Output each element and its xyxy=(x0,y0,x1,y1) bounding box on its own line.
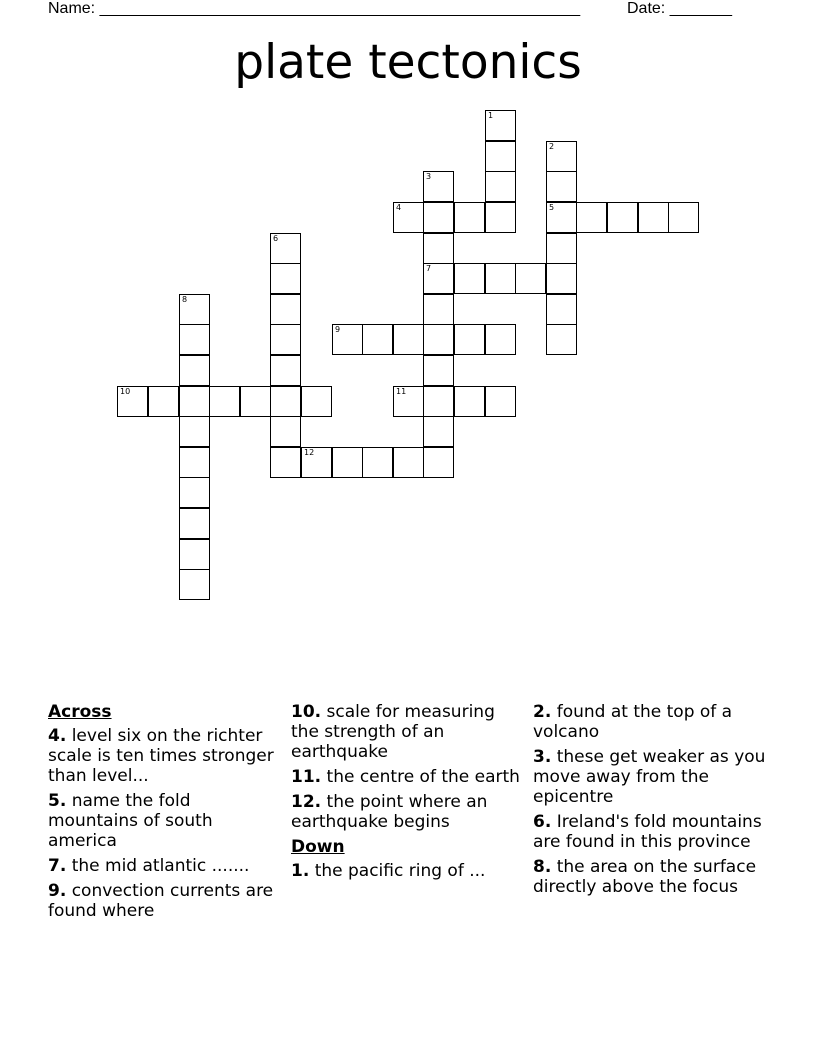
clue-number-label: 1 xyxy=(488,111,494,120)
crossword-cell[interactable] xyxy=(393,324,424,355)
crossword-cell[interactable] xyxy=(179,355,210,386)
crossword-cell[interactable] xyxy=(485,263,516,294)
crossword-cell[interactable] xyxy=(332,447,363,478)
crossword-cell[interactable] xyxy=(454,386,485,417)
clue-number-label: 9 xyxy=(335,325,341,334)
crossword-cell[interactable] xyxy=(546,263,577,294)
crossword-cell[interactable] xyxy=(179,416,210,447)
crossword-cell[interactable] xyxy=(270,447,301,478)
crossword-cell[interactable] xyxy=(485,171,516,202)
crossword-cell[interactable] xyxy=(546,324,577,355)
crossword-cell[interactable] xyxy=(454,263,485,294)
clue-number: 7. xyxy=(48,856,67,876)
clue-number: 1. xyxy=(291,861,310,881)
clue-number: 6. xyxy=(533,812,552,832)
clue-down-8 xyxy=(533,857,773,897)
clue-text: convection currents are found where xyxy=(48,881,274,921)
crossword-cell[interactable] xyxy=(148,386,179,417)
clue-number: 10. xyxy=(291,702,322,722)
clue-number: 5. xyxy=(48,791,67,811)
clue-number: 3. xyxy=(533,747,552,767)
clue-text: found at the top of a volcano xyxy=(533,702,733,742)
clue-number-label: 7 xyxy=(426,264,432,273)
page-title: plate tectonics xyxy=(234,35,582,90)
crossword-cell[interactable] xyxy=(546,141,577,172)
crossword-cell[interactable] xyxy=(485,141,516,172)
crossword-cell[interactable] xyxy=(454,324,485,355)
crossword-cell[interactable] xyxy=(423,263,454,294)
crossword-cell[interactable] xyxy=(179,477,210,508)
crossword-cell[interactable] xyxy=(607,202,638,233)
crossword-cell[interactable] xyxy=(270,263,301,294)
crossword-cell[interactable] xyxy=(485,110,516,141)
crossword-cell[interactable] xyxy=(270,416,301,447)
crossword-cell[interactable] xyxy=(270,355,301,386)
crossword-cell[interactable] xyxy=(117,386,148,417)
clue-down-3 xyxy=(533,747,773,807)
clue-number-label: 5 xyxy=(549,203,555,212)
clue-text: the centre of the earth xyxy=(326,767,520,787)
crossword-cell[interactable] xyxy=(179,508,210,539)
clue-number-label: 2 xyxy=(549,142,555,151)
crossword-cell[interactable] xyxy=(393,447,424,478)
crossword-cell[interactable] xyxy=(485,202,516,233)
crossword-cell[interactable] xyxy=(362,324,393,355)
clues-column-2 xyxy=(291,702,521,886)
clue-across-12 xyxy=(291,792,521,832)
clue-number: 9. xyxy=(48,881,67,901)
crossword-cell[interactable] xyxy=(179,386,210,417)
clue-down-6 xyxy=(533,812,773,852)
crossword-cell[interactable] xyxy=(209,386,240,417)
clue-text: these get weaker as you move away from the epicentre xyxy=(533,747,766,807)
name-field-line: Name: ______________________________________________________ xyxy=(48,0,581,17)
crossword-cell[interactable] xyxy=(393,202,424,233)
clue-text: the mid atlantic ....... xyxy=(71,856,250,876)
crossword-cell[interactable] xyxy=(423,202,454,233)
clue-text: scale for measuring the strength of an earthquake xyxy=(291,702,495,762)
crossword-cell[interactable] xyxy=(668,202,699,233)
crossword-cell[interactable] xyxy=(270,294,301,325)
crossword-cell[interactable] xyxy=(179,539,210,570)
crossword-cell[interactable] xyxy=(638,202,669,233)
crossword-cell[interactable] xyxy=(485,386,516,417)
across-heading: Across xyxy=(48,702,112,722)
clue-number: 11. xyxy=(291,767,322,787)
crossword-cell[interactable] xyxy=(423,416,454,447)
crossword-cell[interactable] xyxy=(270,386,301,417)
crossword-cell[interactable] xyxy=(546,202,577,233)
clue-number-label: 8 xyxy=(182,295,188,304)
clue-text: the area on the surface directly above the focus xyxy=(533,857,757,897)
crossword-cell[interactable] xyxy=(270,324,301,355)
clue-number-label: 4 xyxy=(396,203,402,212)
clue-text: level six on the richter scale is ten times stronger than level... xyxy=(48,726,274,786)
clue-across-11 xyxy=(291,767,521,787)
clue-number: 2. xyxy=(533,702,552,722)
clue-number: 12. xyxy=(291,792,322,812)
clue-number-label: 11 xyxy=(396,387,407,396)
clue-number-label: 6 xyxy=(273,234,279,243)
crossword-cell[interactable] xyxy=(423,171,454,202)
clue-text: the pacific ring of ... xyxy=(314,861,486,881)
crossword-cell[interactable] xyxy=(362,447,393,478)
clue-across-7 xyxy=(48,856,284,876)
crossword-cell[interactable] xyxy=(423,386,454,417)
clue-text: Ireland's fold mountains are found in this province xyxy=(533,812,762,852)
crossword-cell[interactable] xyxy=(576,202,607,233)
crossword-cell[interactable] xyxy=(423,324,454,355)
crossword-cell[interactable] xyxy=(332,324,363,355)
clue-number: 4. xyxy=(48,726,67,746)
crossword-cell[interactable] xyxy=(423,355,454,386)
clue-number-label: 12 xyxy=(304,448,315,457)
clue-across-10 xyxy=(291,702,521,762)
down-heading: Down xyxy=(291,837,345,857)
crossword-cell[interactable] xyxy=(515,263,546,294)
crossword-cell[interactable] xyxy=(546,233,577,264)
crossword-cell[interactable] xyxy=(423,233,454,264)
crossword-cell[interactable] xyxy=(179,294,210,325)
date-field-line: Date: _______ xyxy=(627,0,732,17)
clue-text: name the fold mountains of south america xyxy=(48,791,213,851)
crossword-cell[interactable] xyxy=(454,202,485,233)
crossword-cell[interactable] xyxy=(393,386,424,417)
clue-down-2 xyxy=(533,702,773,742)
clue-down-1 xyxy=(291,861,521,881)
crossword-cell[interactable] xyxy=(485,324,516,355)
crossword-cell[interactable] xyxy=(423,447,454,478)
crossword-cell[interactable] xyxy=(423,294,454,325)
clue-number: 8. xyxy=(533,857,552,877)
crossword-cell[interactable] xyxy=(301,447,332,478)
clue-number-label: 3 xyxy=(426,172,432,181)
crossword-cell[interactable] xyxy=(179,569,210,600)
crossword-cell[interactable] xyxy=(270,233,301,264)
clue-across-9 xyxy=(48,881,284,921)
clue-number-label: 10 xyxy=(120,387,131,396)
crossword-cell[interactable] xyxy=(546,294,577,325)
clue-across-4 xyxy=(48,726,284,786)
clue-across-5 xyxy=(48,791,284,851)
clues-column-1 xyxy=(48,702,284,926)
clue-text: the point where an earthquake begins xyxy=(291,792,488,832)
crossword-cell[interactable] xyxy=(546,171,577,202)
crossword-cell[interactable] xyxy=(179,324,210,355)
clues-column-3 xyxy=(533,702,773,902)
crossword-cell[interactable] xyxy=(301,386,332,417)
crossword-cell[interactable] xyxy=(240,386,271,417)
crossword-cell[interactable] xyxy=(179,447,210,478)
